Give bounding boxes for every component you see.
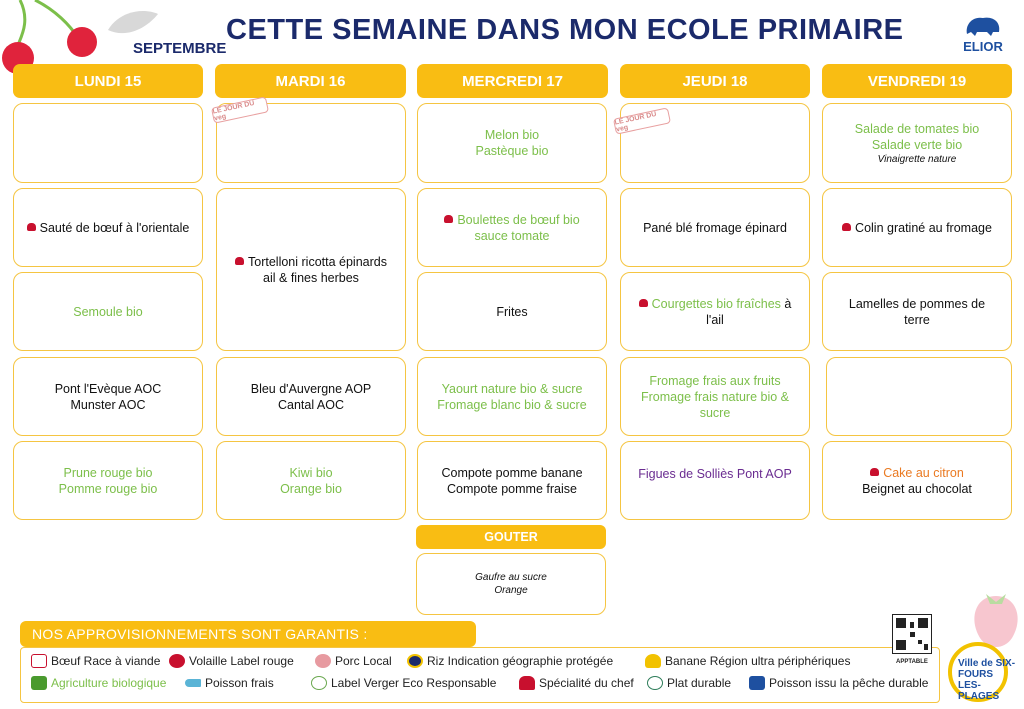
durable-icon [647,676,663,690]
dish-text: Fromage blanc bio & sucre [437,397,587,412]
chef-icon [842,223,851,231]
menu-cell-mardi-plat [216,188,406,351]
dish-text: Pastèque bio [475,144,549,158]
dish-text: Lamelles de pommes de [848,296,986,311]
day-header-mercredi: MERCREDI 17 [417,64,608,98]
city-name: Ville de SIX-FOURS LES-PLAGES [958,658,1016,702]
page-title: CETTE SEMAINE DANS MON ECOLE PRIMAIRE [226,14,904,46]
dish-text: Prune rouge bio [63,465,153,480]
dish-text: Boulettes de bœuf bio [457,212,580,227]
dish-text: Frites [496,304,528,319]
dish-text: Fromage frais aux fruits [649,373,781,388]
dish-text: Figues de Solliès Pont AOP [638,467,792,481]
dish-text: Salade de tomates bio [854,121,980,136]
dish-text: Orange bio [280,481,342,496]
jour-du-veg-stamp: LE JOUR DU veg [211,96,269,123]
qr-icon [892,614,932,654]
verger-icon [311,676,327,690]
menu-cell-mercredi-accomp [417,272,607,351]
menu-cell-jeudi-plat [620,188,810,267]
city-logo [948,636,1020,706]
menu-cell-vendredi-fromage [826,357,1012,436]
menu-cell-vendredi-accomp [822,272,1012,351]
dish-text: Colin gratiné au fromage [855,220,992,235]
dish-text: Beignet au chocolat [862,481,972,496]
menu-cell-lundi-plat [13,188,203,267]
gouter-cell [416,553,606,615]
qr-code[interactable] [892,614,932,664]
chef-icon [27,223,36,231]
dish-text: Pomme rouge bio [58,481,158,496]
menu-cell-jeudi-fromage [620,357,810,436]
gouter-header: GOUTER [416,525,606,549]
menu-cell-mardi-dessert [216,441,406,520]
menu-cell-lundi-accomp [13,272,203,351]
chef-icon [519,676,535,690]
menu-cell-lundi-entree [13,103,203,183]
gouter-item: Gaufre au sucre [475,572,547,583]
dish-text: Melon bio [484,128,540,142]
legend-item: Plat durable [647,676,731,690]
jour-du-veg-stamp: LE JOUR DU veg [613,107,671,134]
chef-icon [639,299,648,307]
dish-text: Tortelloni ricotta épinards [248,254,387,269]
dish-text: Munster AOC [70,397,146,412]
dish-text: à [784,296,792,311]
chef-icon [444,215,453,223]
day-header-mardi: MARDI 16 [215,64,406,98]
legend-item: Label Verger Eco Responsable [311,676,496,690]
pig-icon [315,654,331,668]
dish-text: Fromage frais nature bio & [641,389,789,404]
brand-name: ELIOR [963,39,1003,54]
dish-text: Pané blé fromage épinard [643,220,787,235]
day-header-lundi: LUNDI 15 [13,64,203,98]
dish-text: Kiwi bio [289,465,333,480]
legend-item: Poisson frais [185,676,274,690]
dish-text: sucre [699,405,731,420]
appro-legend [20,647,940,703]
dish-text: Sauté de bœuf à l'orientale [39,220,190,235]
dish-text: l'ail [706,312,724,327]
menu-cell-jeudi-dessert [620,441,810,520]
dish-text: Semoule bio [73,304,143,319]
chef-icon [870,468,879,476]
igp-icon [407,654,423,668]
menu-cell-lundi-fromage [13,357,203,436]
legend-item: Riz Indication géographie protégée [407,654,613,668]
dish-text: Salade verte bio [871,137,963,152]
day-header-vendredi: VENDREDI 19 [822,64,1012,98]
legend-item: Banane Région ultra périphériques [645,654,850,668]
menu-cell-vendredi-entree [822,103,1012,183]
legend-item: Agriculture biologique [31,676,166,690]
dish-text: Compote pomme banane [441,465,583,480]
menu-cell-mercredi-dessert [417,441,607,520]
qr-label: APPTABLE [896,659,928,665]
dish-text: Pont l'Evèque AOC [54,381,162,396]
msc-icon [749,676,765,690]
bison-icon [963,14,1003,38]
menu-cell-vendredi-dessert [822,441,1012,520]
legend-item: Volaille Label rouge [169,654,294,668]
menu-cell-mardi-fromage [216,357,406,436]
menu-cell-mercredi-plat [417,188,607,267]
dish-note: Vinaigrette nature [877,153,957,165]
fish-icon [185,679,201,687]
dish-text: sauce tomate [474,228,550,243]
appro-title: NOS APPROVISIONNEMENTS SONT GARANTIS : [20,621,476,647]
legend-item: Bœuf Race à viande [31,654,160,668]
menu-cell-jeudi-accomp [620,272,810,351]
menu-cell-mercredi-entree [417,103,607,183]
dish-text: Compote pomme fraise [447,481,577,496]
dish-text: Yaourt nature bio & sucre [441,381,583,396]
menu-cell-lundi-dessert [13,441,203,520]
menu-cell-vendredi-plat [822,188,1012,267]
rup-icon [645,654,661,668]
brand-logo [958,14,1008,54]
legend-item: Spécialité du chef [519,676,634,690]
month-label: SEPTEMBRE [133,40,227,57]
dish-text: ail & fines herbes [263,270,359,285]
dish-text: Courgettes bio fraîches [651,296,781,311]
dish-text: terre [904,312,930,327]
day-header-jeudi: JEUDI 18 [620,64,810,98]
legend-item: Poisson issu la pêche durable [749,676,928,690]
chef-icon [235,257,244,265]
menu-cell-mercredi-fromage [417,357,607,436]
dish-text: Cake au citron [883,465,964,480]
dish-text: Cantal AOC [277,397,344,412]
gouter-item: Orange [494,585,528,596]
ab-icon [31,676,47,690]
dish-text: Bleu d'Auvergne AOP [250,381,372,396]
beef-icon [31,654,47,668]
label-rouge-icon [169,654,185,668]
legend-item: Porc Local [315,654,392,668]
